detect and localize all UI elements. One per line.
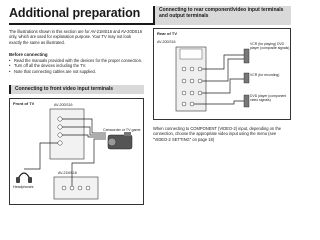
front-section-heading: Connecting to front video input terminals [9,85,144,94]
rear-connection-figure [153,28,291,120]
front-panel-diagram [10,99,145,206]
vcr-record-device-icon [244,73,249,83]
dvd-device-icon [244,95,249,107]
dvd-component-label: DVD player (component video signals) [250,94,287,102]
headphones-icon [16,173,32,183]
camcorder-icon [108,132,132,149]
headphones-label: Headphones [13,185,34,189]
rear-model-label: AV-20DS16 [157,40,176,44]
rear-panel-diagram [154,29,292,121]
vcr-record-label: VCR (for recording) [250,73,280,77]
rear-section-heading: Connecting to rear component/video input terminals and output terminals [153,6,291,25]
model-label-bottom: AV-21MS16 [58,171,77,175]
camcorder-label: Camcorder or TV game [103,128,141,132]
intro-paragraph: The illustrations shown in this section are for AV-21MS16 and AV-20DS16 only, which are used for explanation purpose. Your TV may not look exactly the same as illustrated. [9,29,142,45]
bullet-item: • Read the manuals provided with the devices for the proper connection. [9,58,144,63]
preparation-bullets [9,58,144,74]
component-input-note: When connecting to COMPONENT (VIDEO-2) input, depending on the connection, choose the appropriate video input using the menu (see "VIDEO-2 SETTING" on page 18) [153,126,282,142]
model-label-top: AV-20DS16 [54,103,73,107]
page-title: Additional preparation [9,6,141,20]
rear-of-tv-label: Rear of TV [157,31,178,36]
vcr-play-device-icon [244,49,249,63]
before-connecting-heading: Before connecting [9,52,48,57]
bullet-item: • Note that connecting cables are not supplied. [9,69,144,74]
vcr-play-label: VCR (for playing) DVD player (composite signals) [250,42,290,50]
bullet-item: • Turn off all the devices including the TV. [9,63,144,68]
front-connection-figure [9,98,144,205]
front-of-tv-label: Front of TV [13,101,35,106]
